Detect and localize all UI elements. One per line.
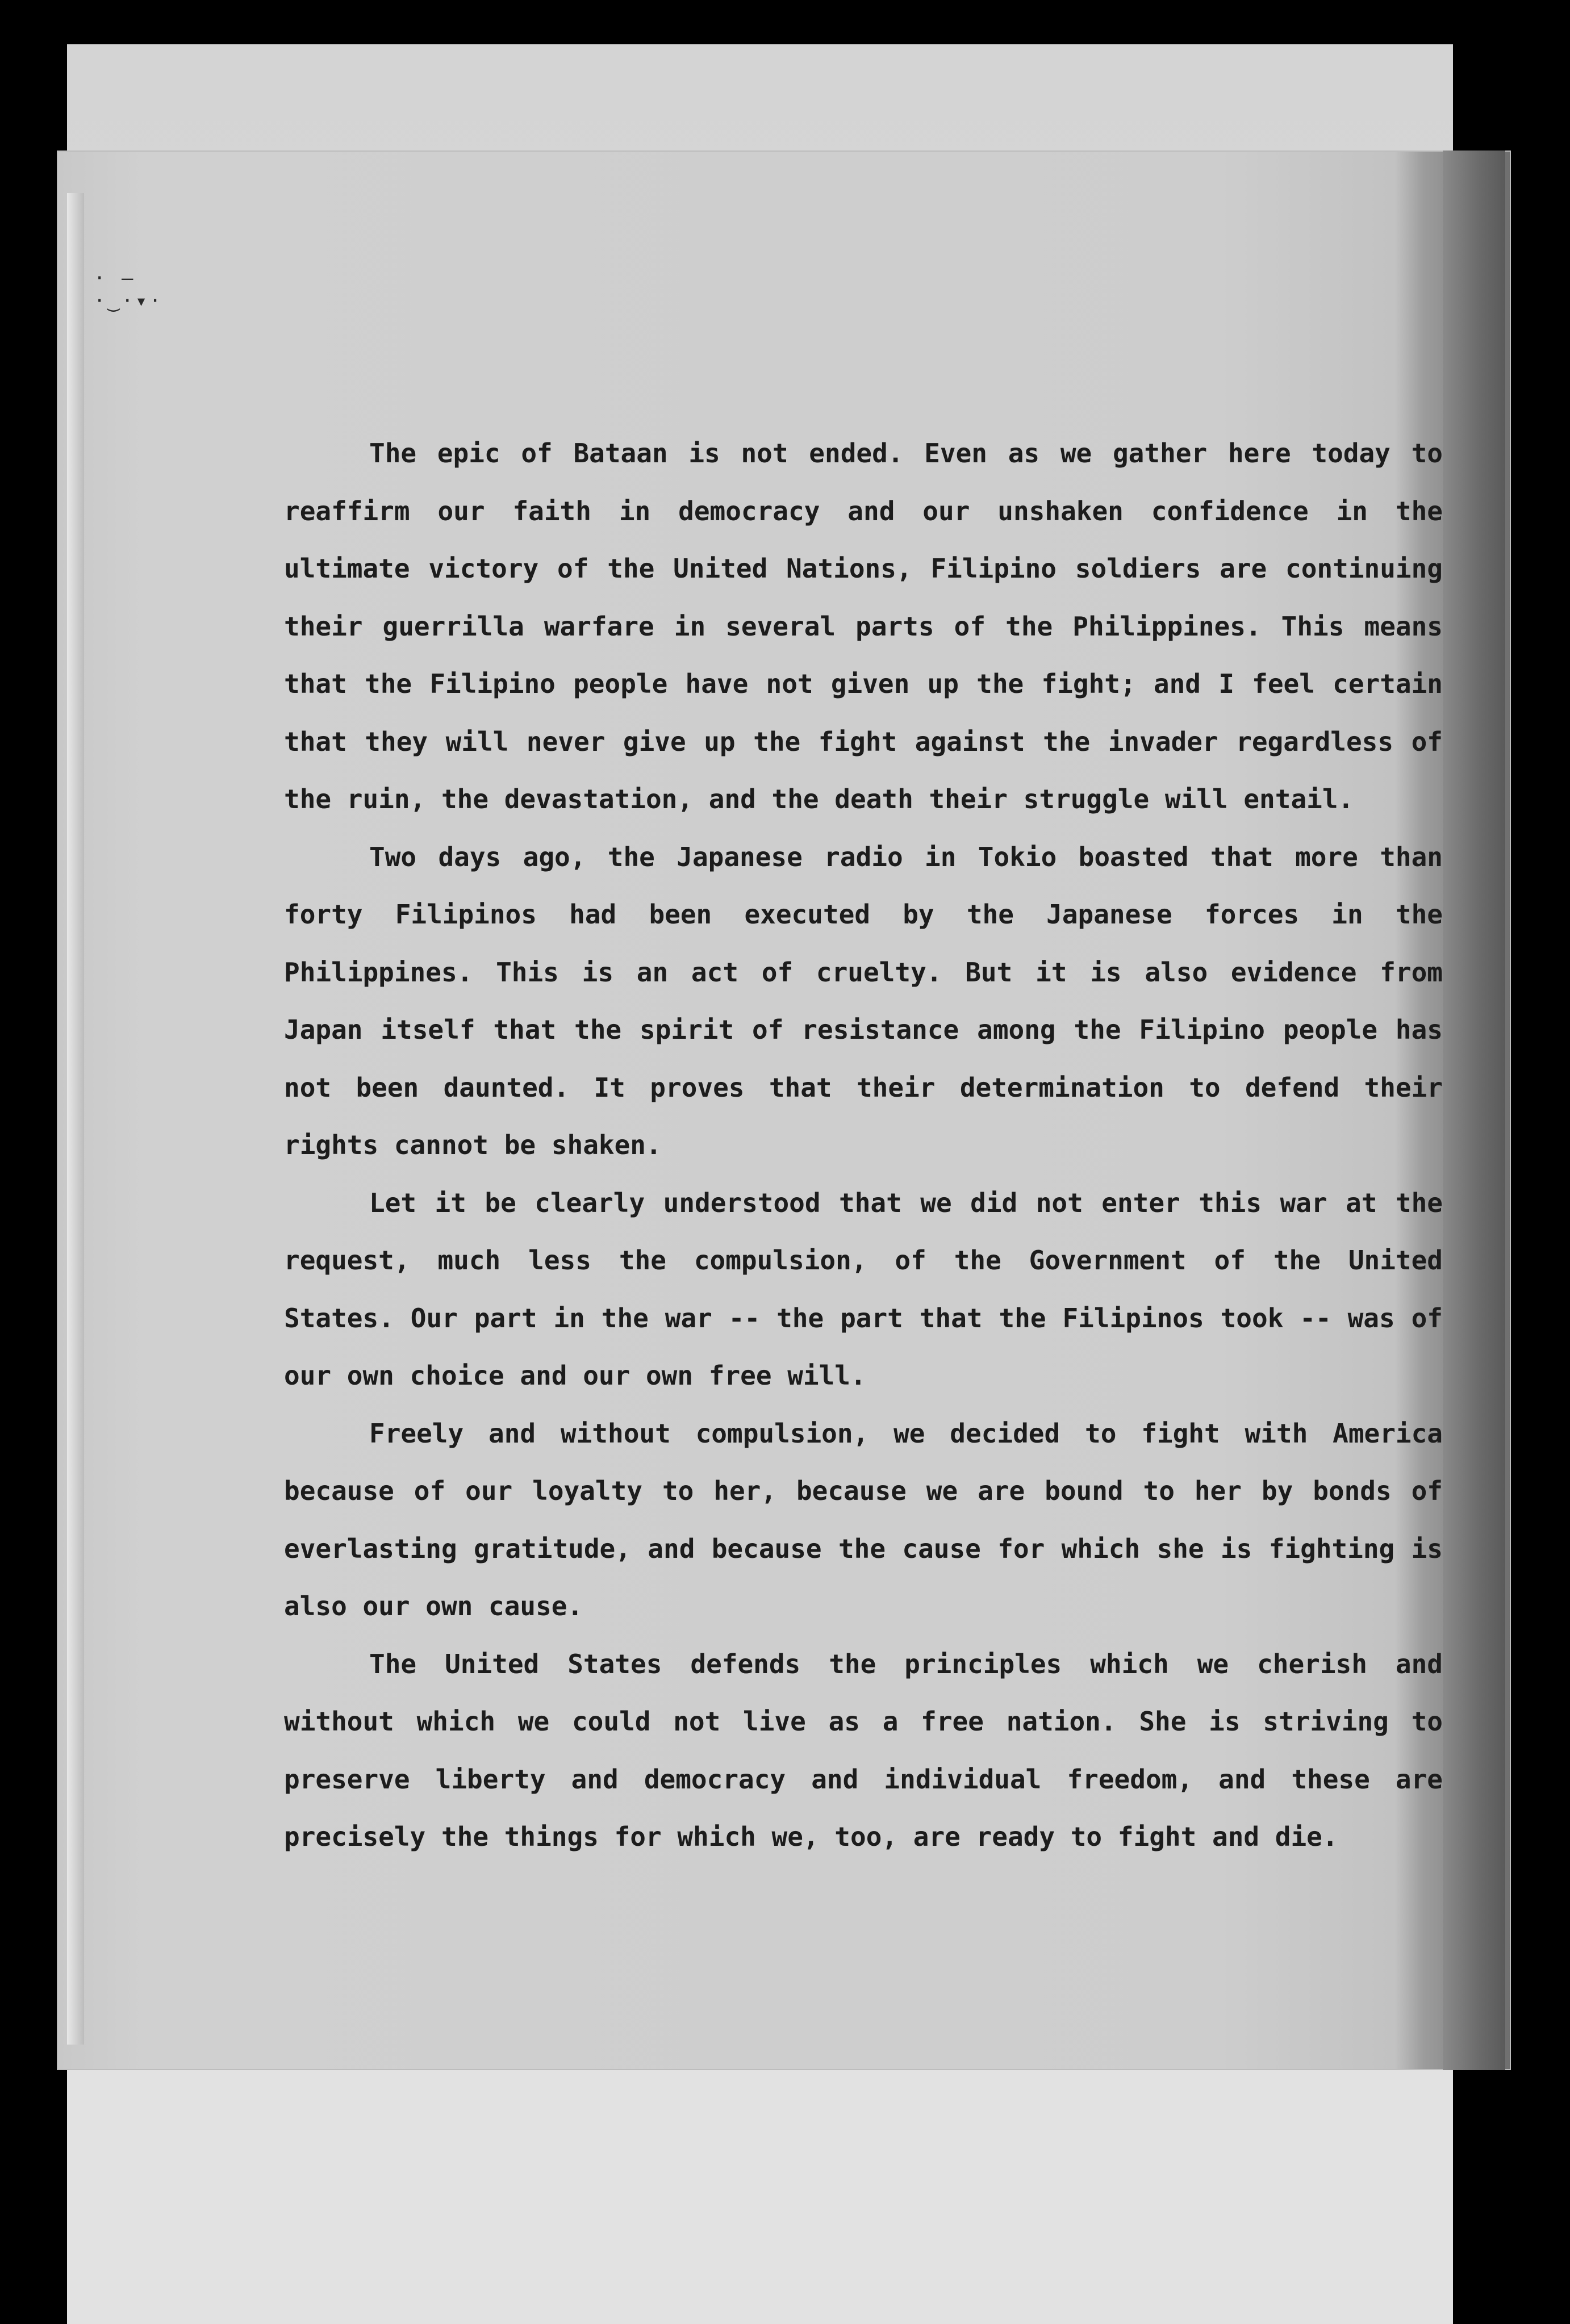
back-sheet-bottom: [67, 2038, 1453, 2324]
paragraph-4: Freely and without compulsion, we decided to fight with America because of our loyalty to her, because we are bound to her by bonds of everlasting gratitude, and because the cause for which she is fighting is also our own cause.: [284, 1418, 1443, 1621]
typed-text-body: [284, 425, 1443, 1866]
paragraph-1: The epic of Bataan is not ended. Even as we gather here today to reaffirm our faith in democracy and our unshaken confidence in the ultimate victory of the United Nations, Filipino soldiers are continuing their guerrilla warfare in several parts of the Philippines. This means that the Filipino people have not given up the fight; and I feel certain that they will never give up the fight against the invader regardless of the ruin, the devastation, and the death their struggle will entail.: [284, 438, 1443, 814]
corner-mark: · — ·‿·▾·: [94, 267, 164, 312]
paragraph-5: The United States defends the principles which we cherish and without which we could not live as a free nation. She is striving to preserve liberty and democracy and individual freedom, and these are precisely the things for which we, too, are ready to fight and die.: [284, 1648, 1443, 1852]
sheet-fold: [67, 193, 84, 2045]
sheet-edge-shadow: [1443, 151, 1505, 2070]
paragraph-2: Two days ago, the Japanese radio in Tokio boasted that more than forty Filipinos had been executed by the Japanese forces in the Philippines. This is an act of cruelty. But it is also evidence from Japan itself that the spirit of resistance among the Filipino people has not been daunted. It proves that their determination to defend their rights cannot be shaken.: [284, 841, 1443, 1160]
paragraph-3: Let it be clearly understood that we did not enter this war at the request, much less the compulsion, of the Government of the United States. Our part in the war -- the part that the Filipinos took -- was of our own choice and our own free will.: [284, 1187, 1443, 1391]
